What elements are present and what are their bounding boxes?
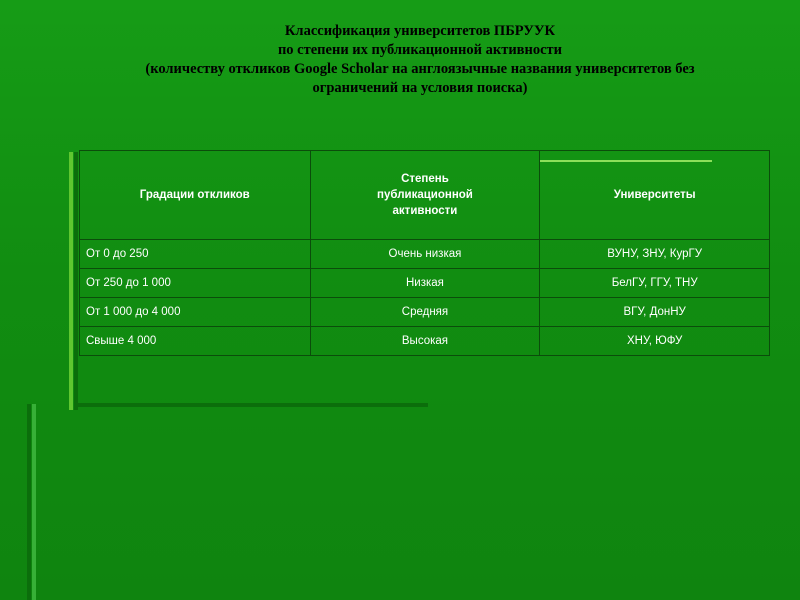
cell-universities: ВУНУ, ЗНУ, КурГУ — [540, 240, 770, 269]
decor-vertical-light-bar — [69, 152, 73, 410]
title-line-3: (количеству откликов Google Scholar на англоязычные названия университетов без — [145, 61, 695, 77]
title-line-4: ограничений на условия поиска) — [312, 80, 528, 96]
cell-universities: ВГУ, ДонНУ — [540, 298, 770, 327]
cell-activity: Очень низкая — [310, 240, 540, 269]
cell-universities: БелГУ, ГГУ, ТНУ — [540, 269, 770, 298]
classification-table — [79, 150, 770, 356]
cell-universities: ХНУ, ЮФУ — [540, 327, 770, 356]
table-row — [80, 327, 770, 356]
table-row — [80, 240, 770, 269]
table-row — [80, 269, 770, 298]
header-activity-text: Степень публикационной активности — [377, 173, 473, 217]
cell-gradation: От 1 000 до 4 000 — [80, 298, 311, 327]
cell-gradation: От 250 до 1 000 — [80, 269, 311, 298]
header-universities: Университеты — [540, 151, 770, 240]
page-title — [60, 22, 780, 98]
title-line-2: по степени их публикационной активности — [277, 42, 563, 58]
cell-gradation: Свыше 4 000 — [80, 327, 311, 356]
header-activity — [310, 151, 540, 240]
decor-bottom-left-bar — [27, 404, 31, 600]
cell-activity: Низкая — [310, 269, 540, 298]
title-line-1: Классификация университетов ПБРУУК — [284, 23, 556, 39]
table-header-row — [80, 151, 770, 240]
cell-gradation: От 0 до 250 — [80, 240, 311, 269]
cell-activity: Средняя — [310, 298, 540, 327]
decor-bottom-left-light — [32, 404, 36, 600]
table-row — [80, 298, 770, 327]
decor-vertical-dark-bar — [74, 152, 78, 410]
decor-horizontal-bar — [78, 403, 428, 407]
cell-activity: Высокая — [310, 327, 540, 356]
header-gradations: Градации откликов — [80, 151, 311, 240]
